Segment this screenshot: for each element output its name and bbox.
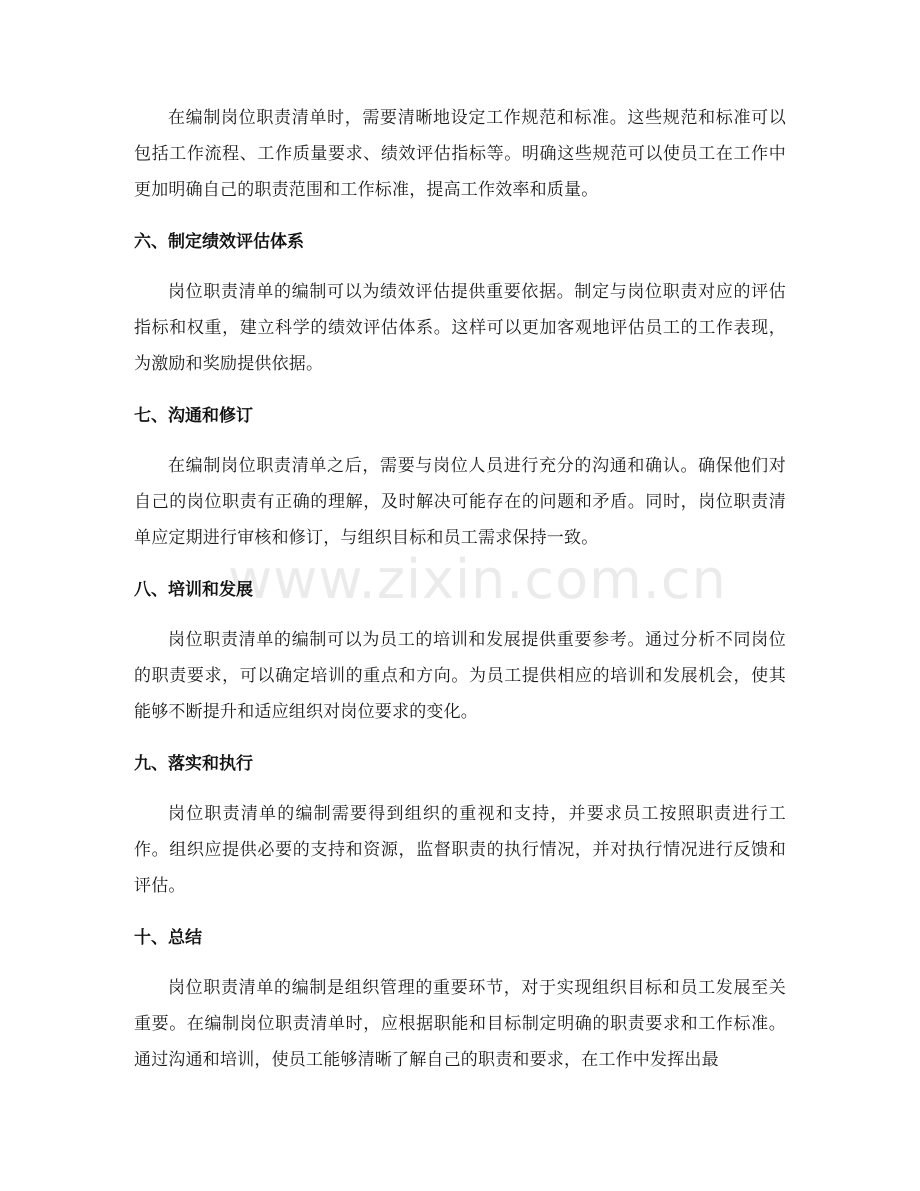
section-heading-10: 十、总结: [134, 928, 202, 948]
section-heading-6: 六、制定绩效评估体系: [134, 232, 304, 252]
watermark-text: www.zixin.com.cn: [228, 548, 727, 611]
section-paragraph-6: 岗位职责清单的编制可以为绩效评估提供重要依据。制定与岗位职责对应的评估指标和权重，建立科学的绩效评估体系。这样可以更加客观地评估员工的工作表现，为激励和奖励提供依据。: [134, 282, 786, 374]
section-paragraph-9: 岗位职责清单的编制需要得到组织的重视和支持，并要求员工按照职责进行工作。组织应提供必要的支持和资源，监督职责的执行情况，并对执行情况进行反馈和评估。: [134, 804, 786, 896]
intro-paragraph: 在编制岗位职责清单时，需要清晰地设定工作规范和标准。这些规范和标准可以包括工作流程、工作质量要求、绩效评估指标等。明确这些规范可以使员工在工作中更加明确自己的职责范围和工作标准，提高工作效率和质量。: [134, 108, 786, 200]
section-paragraph-10: 岗位职责清单的编制是组织管理的重要环节，对于实现组织目标和员工发展至关重要。在编制岗位职责清单时，应根据职能和目标制定明确的职责要求和工作标准。通过沟通和培训，使员工能够清晰了解自己的职责和要求，在工作中发挥出最: [134, 978, 786, 1070]
section-heading-7: 七、沟通和修订: [134, 406, 253, 426]
section-heading-9: 九、落实和执行: [134, 754, 253, 774]
section-paragraph-7: 在编制岗位职责清单之后，需要与岗位人员进行充分的沟通和确认。确保他们对自己的岗位职责有正确的理解，及时解决可能存在的问题和矛盾。同时，岗位职责清单应定期进行审核和修订，与组织目标和员工需求保持一致。: [134, 456, 786, 548]
section-paragraph-8: 岗位职责清单的编制可以为员工的培训和发展提供重要参考。通过分析不同岗位的职责要求，可以确定培训的重点和方向。为员工提供相应的培训和发展机会，使其能够不断提升和适应组织对岗位要求的变化。: [134, 630, 786, 722]
section-heading-8: 八、培训和发展: [134, 580, 253, 600]
document-body: [134, 100, 786, 1078]
